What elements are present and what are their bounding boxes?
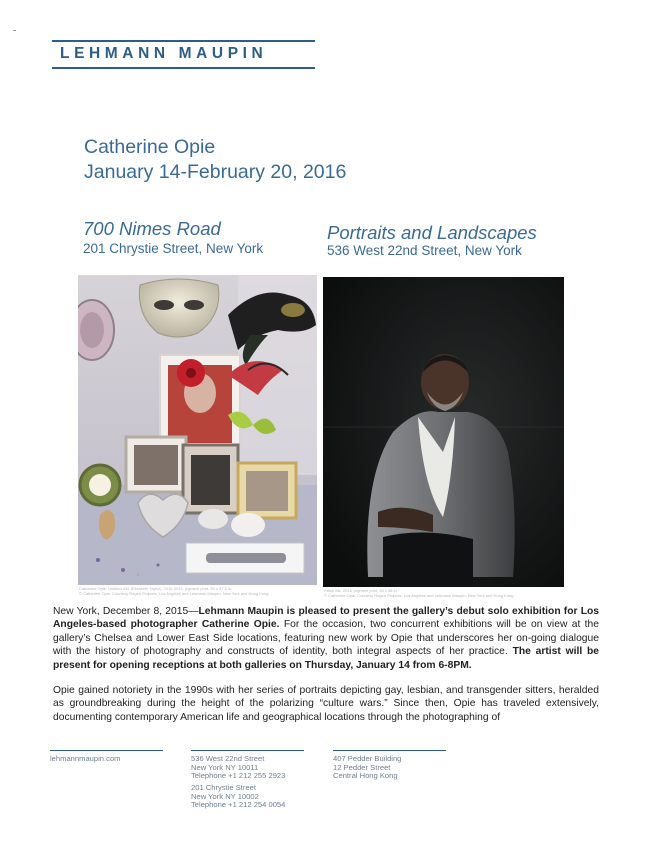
website-link[interactable]: lehmannmaupin.com [50,754,121,763]
footer-rule-1 [50,750,163,751]
logo-bottom-rule [52,67,315,69]
paragraph-1-body: For the occasion, two concurrent exhibitions will be on view at the gallery’s Chelsea and Lower East Side locations, featuring new work by Opie that underscores her on-going dialogue with the history of photography and constructs of identity, both integral aspects of her practice. [53,619,599,658]
footer-rule-2 [191,750,304,751]
show-title-1: 700 Nimes Road [83,218,221,239]
chelsea-phone: Telephone +1 212 255 2923 [191,771,286,781]
press-release-paragraph-1 [53,605,599,672]
chelsea-street: 536 West 22nd Street [191,754,265,763]
show-address-1: 201 Chrystie Street, New York [83,241,264,256]
hk-building: 407 Pedder Building [333,754,402,763]
logo-top-rule [52,40,315,42]
gallery-logo: LEHMANN MAUPIN [60,45,268,62]
chelsea-address [191,755,285,781]
reception-notice-bold: The artist will be present for opening receptions at both galleries on Thursday, January 14 from 6-8PM. [53,646,599,671]
hk-street: 12 Pedder Street [333,762,391,772]
announcement-bold: Lehmann Maupin is pleased to present the gallery’s debut solo exhibition for Los Angeles-based photographer Catherine Opie. [53,606,600,631]
chelsea-city: New York NY 10011 [191,762,259,772]
caption-1-line-2: © Catherine Opie. Courtesy Regen Projects, Los Angeles and Lehmann Maupin, New York and Hong Kong [79,591,269,596]
caption-1-line-1: Catherine Opie, Untitled #35 (Elizabeth Taylor), 2010-2015, pigment print, 50 x 37.5 in. [79,586,233,591]
exhibition-dates: January 14-February 20, 2016 [84,161,347,183]
scan-mark [13,30,16,31]
dateline: New York, December 8, 2015— [53,606,199,617]
photo-caption-2 [324,588,514,598]
caption-2-line-2: © Catherine Opie. Courtesy Regen Projects, Los Angeles and Lehmann Maupin, New York and Hong Kong [324,593,514,598]
hong-kong-address [333,755,401,781]
footer-rule-3 [333,750,446,751]
caption-2-line-1: Hilton Als, 2016, pigment print, 50 x 38 in. [324,588,398,593]
les-address [191,784,285,810]
les-phone: Telephone +1 212 254 0054 [191,800,286,810]
still-life-photo [78,275,317,585]
photo-caption-1 [79,586,269,596]
hk-district: Central Hong Kong [333,771,398,781]
artist-name: Catherine Opie [84,136,216,158]
press-release-paragraph-2: Opie gained notoriety in the 1990s with her series of portraits depicting gay, lesbian, and transgender sitters, heralded as groundbreaking during the height of the polarizing “culture wars.” Since then, Opie has traveled extensively, documenting contemporary American life and geographical locations through the photographing of [53,685,599,723]
portrait-photo [323,277,564,587]
show-address-2: 536 West 22nd Street, New York [327,243,522,258]
les-street: 201 Chrystie Street [191,783,256,792]
les-city: New York NY 10002 [191,791,259,801]
show-title-2: Portraits and Landscapes [327,222,537,243]
